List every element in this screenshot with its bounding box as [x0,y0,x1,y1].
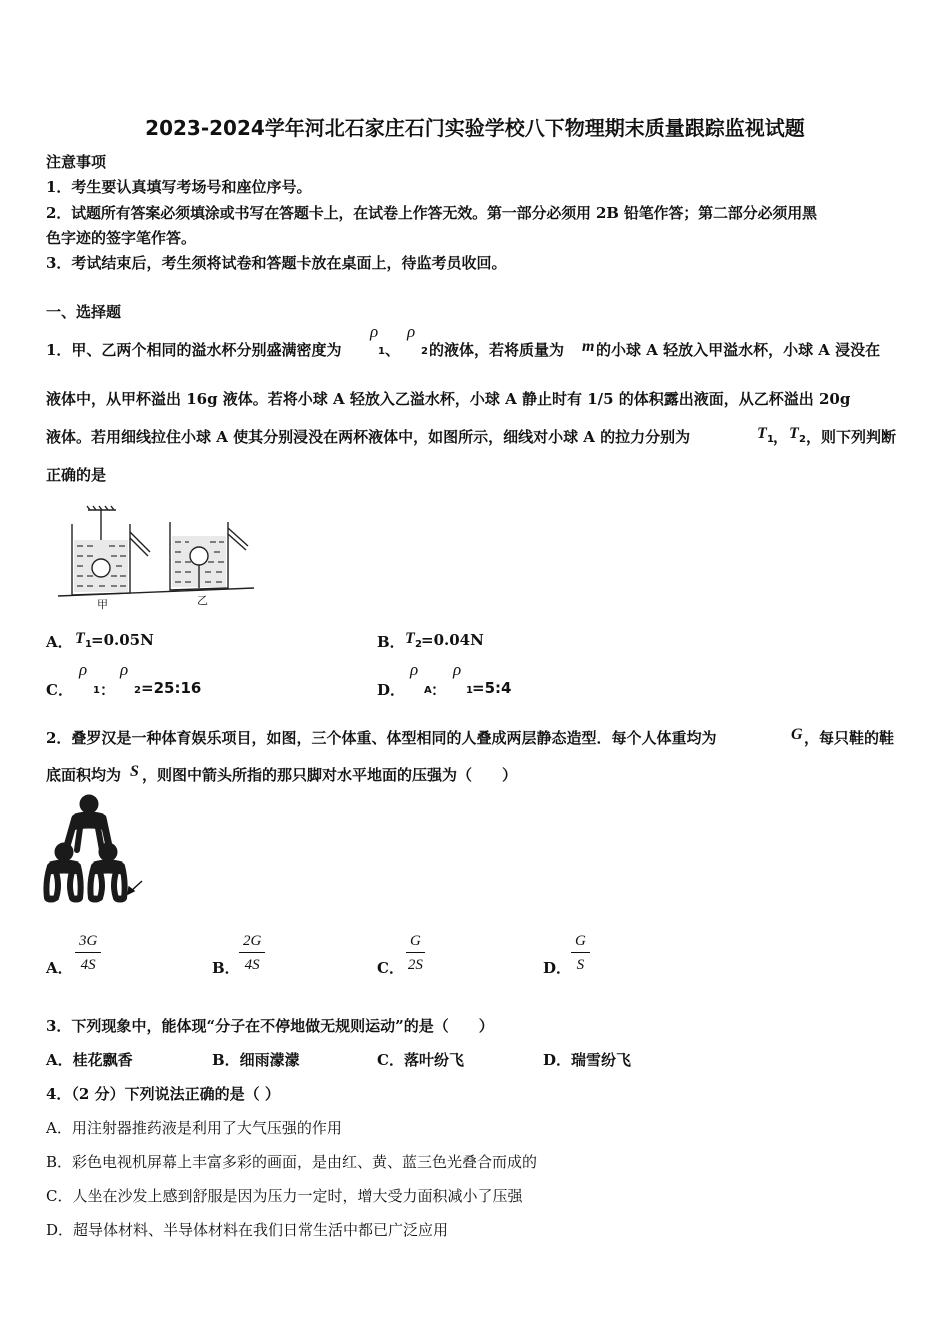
option: B．彩色电视机屏幕上丰富多彩的画面，是由红、黄、蓝三色光叠合而成的 [46,1153,538,1171]
fraction-numerator: 3G [75,930,101,953]
option: C．落叶纷飞 [377,1051,464,1069]
separator: 、 [385,341,401,359]
overflow-cups-figure [54,504,264,616]
figure-label-jia: 甲 [97,598,108,611]
subscript: 1 [767,434,774,445]
subscript: 2 [134,685,141,696]
separator: ， [773,428,789,446]
notice-item: 1．考生要认真填写考场号和座位序号。 [46,178,312,196]
question-2-text: 2．叠罗汉是一种体育娱乐项目，如图，三个体重、体型相同的人叠成两层静态造型．每个人体重均为 [46,729,717,747]
option-label: A． [46,959,73,977]
option-value: =5:4 [472,679,512,697]
option-label: B． [377,633,405,651]
question-1-text: ，则下列判断 [806,428,897,446]
question-3-text: 3．下列现象中，能体现“分子在不停地做无规则运动”的是（ ） [46,1017,494,1035]
option-fraction [239,930,265,977]
notice-heading: 注意事项 [46,153,107,171]
notice-item: 2．试题所有答案必须填涂或书写在答题卡上，在试卷上作答无效。第一部分必须用 2B 铅笔作答；第二部分必须用黑 [46,204,817,222]
rho-symbol: ρ [410,660,419,679]
question-2-text: ，则图中箭头所指的那只脚对水平地面的压强为（ ） [142,766,518,784]
question-1-text: 液体。若用细线拉住小球 A 使其分别浸没在两杯液体中，如图所示，细线对小球 A 的拉力分别为 [46,428,691,446]
option-label: B． [212,959,240,977]
notice-item: 色字迹的签字笔作答。 [46,229,197,247]
fraction-denominator: 4S [244,957,260,973]
question-1-text: 正确的是 [46,466,107,484]
notice-item: 3．考试结束后，考生须将试卷和答题卡放在桌面上，待监考员收回。 [46,254,507,272]
separator: ： [431,681,447,699]
option: D．瑞雪纷飞 [543,1051,632,1069]
option: C．人坐在沙发上感到舒服是因为压力一定时，增大受力面积减小了压强 [46,1187,523,1205]
subscript: 2 [799,434,806,445]
subscript: 1 [378,346,385,357]
option-label: D． [377,681,406,699]
tension-symbol: T [75,630,85,647]
rho-symbol: ρ [120,660,129,679]
option-label: A． [46,633,73,651]
fraction-numerator: 2G [239,930,265,953]
option: B．细雨濛濛 [212,1051,300,1069]
rho-symbol: ρ [370,322,379,341]
subscript: 1 [466,685,473,696]
fraction-denominator: 4S [80,957,96,973]
option-label: D． [543,959,572,977]
option-value: =25:16 [141,679,202,697]
subscript: 2 [421,346,428,357]
option-fraction [571,930,590,977]
rho-symbol: ρ [453,660,462,679]
tension-symbol: T [789,425,799,442]
area-symbol: S [130,763,139,780]
rho-symbol: ρ [407,322,416,341]
question-2-text: 底面积均为 [46,766,122,784]
weight-symbol: G [791,726,803,743]
question-4-text: 4．（2 分）下列说法正确的是（ ） [46,1085,280,1103]
tension-symbol: T [405,630,415,647]
fraction-numerator: G [571,930,590,953]
option-fraction [75,930,101,977]
option-value: =0.05N [91,631,154,649]
subscript: 2 [415,639,422,650]
option-label: C． [46,681,73,699]
figure-label-yi: 乙 [197,594,208,607]
option: A．桂花飘香 [46,1051,133,1069]
tension-symbol: T [757,425,767,442]
question-1-text: 的小球 A 轻放入甲溢水杯，小球 A 浸没在 [596,341,881,359]
question-1-text: 液体中，从甲杯溢出 16g 液体。若将小球 A 轻放入乙溢水杯，小球 A 静止时有 1/5 的体积露出液面，从乙杯溢出 20g [46,390,851,408]
option-label: C． [377,959,404,977]
page-title: 2023-2024学年河北石家庄石门实验学校八下物理期末质量跟踪监视试题 [145,116,805,140]
question-1-text: 的液体，若将质量为 [429,341,565,359]
separator: ： [100,681,116,699]
question-1-text: 1．甲、乙两个相同的溢水杯分别盛满密度为 [46,341,342,359]
fraction-denominator: 2S [407,957,423,973]
option-fraction [406,930,425,977]
subscript: 1 [85,639,92,650]
fraction-denominator: S [576,957,585,973]
rho-symbol: ρ [79,660,88,679]
option: A．用注射器推药液是利用了大气压强的作用 [46,1119,342,1137]
human-pyramid-figure [42,792,146,904]
option: D．超导体材料、半导体材料在我们日常生活中都已广泛应用 [46,1221,449,1239]
mass-symbol: m [582,338,595,355]
subscript: 1 [93,685,100,696]
fraction-numerator: G [406,930,425,953]
option-value: =0.04N [421,631,484,649]
section-heading: 一、选择题 [46,303,122,321]
subscript: A [424,685,432,696]
question-2-text: ，每只鞋的鞋 [804,729,895,747]
